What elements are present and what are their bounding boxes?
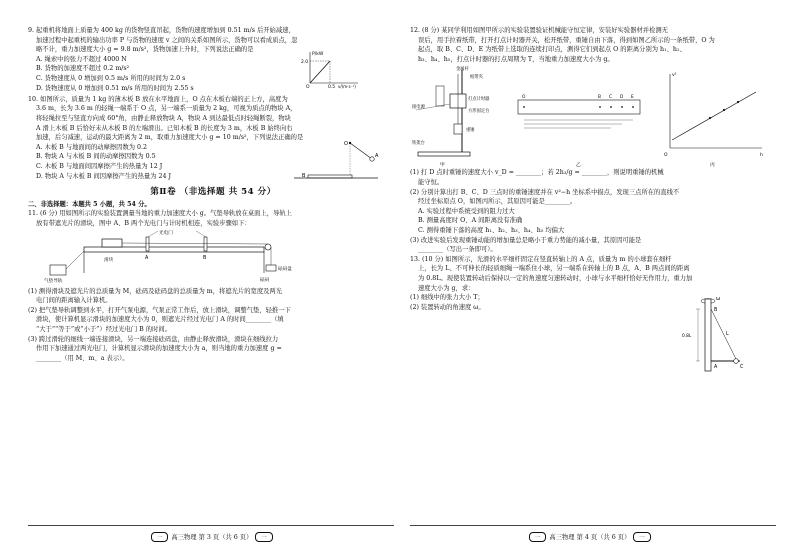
page-footer-right xyxy=(526,532,654,542)
q10-fig-a: A xyxy=(375,152,379,159)
q12-fig-label: 金属杆 xyxy=(456,67,469,73)
section-2-note: 二、非选择题：本题共 5 小题，共 54 分。 xyxy=(28,200,151,208)
question-9 xyxy=(28,26,398,95)
footer-tag: 一 xyxy=(255,532,272,542)
q10-option-d: D. 物块 A 与木板 B 间因摩擦产生的热量为 24 J xyxy=(36,172,172,180)
q11-fig-pump: 气垫导轨 xyxy=(44,278,63,284)
q12-fig-caption-a: 甲 xyxy=(440,163,445,169)
q9-option-b: B. 货物的加速度不超过 0.2 m/s² xyxy=(36,65,130,73)
q12-stem-line: 误后，用手拉着纸带，打开打点计时器开关，松开纸带，重锤自由下落，得到如图乙所示的一条纸带，O 为 xyxy=(418,36,715,44)
right-column xyxy=(410,26,780,379)
left-column xyxy=(28,26,398,363)
q13-stem-line: 速度大小为 g，求： xyxy=(418,284,475,292)
q12-plot-origin: O xyxy=(664,153,668,159)
q10-stem-line: 3.6 m，长为 3.6 m 的轻绳一端系于 O 点，另一端系一质量为 2 kg，可视为质点的物块 A， xyxy=(36,105,297,113)
q12-fig-label: 方形固定台 xyxy=(468,109,490,115)
q12-fig-label: 纸带夹 xyxy=(470,75,483,81)
q13-fig-c: C xyxy=(740,365,744,371)
q11-stem-line: 放有带遮光片的滑块，图中 A、B 两个光电门与计时机相连，实验步骤如下： xyxy=(36,219,251,227)
question-13 xyxy=(410,255,780,379)
q12-plot-axis-y: v² xyxy=(672,73,677,79)
q12-option-b: B. 测量高度时 O、A 间距离没有准确 xyxy=(418,217,523,225)
q11-fig-slider: 滑块 xyxy=(104,257,114,263)
q9-fig-xlabel: v/(m·s⁻¹) xyxy=(338,83,356,89)
q11-fig-hook: 砝码 xyxy=(260,277,270,283)
q13-part-1: (1) 细线中的张力大小 T； xyxy=(410,294,484,302)
q12-fig-label: 重锤 xyxy=(466,128,475,134)
page-footer-left xyxy=(148,532,276,542)
q12-fig-caption-b: 乙 xyxy=(576,163,581,169)
q9-option-c: C. 货物速度从 0 增加到 0.5 m/s 所用的时间为 2.0 s xyxy=(36,74,186,82)
footer-text: 高三物理 第 4 页（共 6 页） xyxy=(549,534,631,541)
q12-part-line: ________（写出一条即可）。 xyxy=(418,246,497,254)
footer-tag: 一 xyxy=(151,532,168,542)
q10-stem-line: 加速，后匀减速，运动的最大距离为 2 m，取重力加速度大小 g = 10 m/s²，下列说法正确的是 xyxy=(36,134,304,142)
q10-pendulum-board-figure xyxy=(290,137,380,183)
q12-fig-label: 铁架台 xyxy=(412,141,425,147)
q12-stem-line: h₃、h₄、h₅，打点计时器的打点周期为 T，当地重力加速度大小为 g。 xyxy=(418,55,614,63)
q9-option-a: A. 绳索中的张力不超过 4000 N xyxy=(36,55,127,63)
q11-part-line: 电门间的距离输入计算机。 xyxy=(36,297,112,305)
footer-tag: 一 xyxy=(633,532,650,542)
q11-fig-b: B xyxy=(203,255,207,261)
q12-tape-point: B xyxy=(598,95,601,101)
q13-stem-line: 上，长为 L、不可伸长的轻质细绳一端系住小球，另一端系在转轴上的 B 点，A、B 两点间的距离 xyxy=(418,265,690,273)
q10-stem-line: A 滑上木板 B 后恰好未从木板 B 的左端滑出。已知木板 B 的长度为 3 m，木板 B 始终向右 xyxy=(36,124,293,132)
q13-rotating-rod-figure xyxy=(678,295,748,375)
q13-stem-line: 13. (10 分) 如图所示，光滑的水平细杆固定在竖直转轴上的 A 点，质量为 m 的小球套在细杆 xyxy=(410,255,672,263)
q10-option-b: B. 物块 A 与木板 B 间的动摩擦因数为 0.5 xyxy=(36,153,156,161)
q12-stem-line: 起点，取 B、C、D、E 为纸带上选取的连续打印点，测得它们到起点 O 的距离分别为 h₁、h₂、 xyxy=(418,46,686,54)
question-10 xyxy=(28,95,398,183)
q11-part-line: 滑块，使计算机显示滑块的加速度大小为 0，则遮光片经过光电门 A 的时间________（填 xyxy=(36,316,284,324)
q9-stem-line: 加速过程中起重机的输出功率 P 与货物的速度 v 之间的关系如图所示，货物可以看成质点，忽 xyxy=(36,36,298,44)
section-2-title: 第Ⅱ卷 （非选择题 共 54 分） xyxy=(150,186,276,197)
q13-fig-b: B xyxy=(714,308,718,314)
q11-part-line: (2) 把气垫导轨调整到水平，打开气泵电源，气泵正常工作后，放上滑块，调整气垫，轻推一下 xyxy=(28,306,291,314)
q12-fig-label: 打点计时器 xyxy=(468,97,490,103)
q12-tape-point: O xyxy=(522,95,526,101)
q10-stem-line: 将轻绳拉至与竖直方向成 60°角，由静止释放物块 A，物块 A 到达最低点时轻绳断裂，物块 xyxy=(36,114,291,122)
q9-power-velocity-figure xyxy=(300,49,364,89)
q12-figures xyxy=(410,64,780,168)
q12-tape-point: D xyxy=(620,95,624,101)
q12-fig-caption-c: 丙 xyxy=(710,163,715,169)
footer-text: 高三物理 第 3 页（共 6 页） xyxy=(171,534,253,541)
q9-fig-xtick: 0.5 xyxy=(328,84,336,89)
q9-fig-ytick: 2.0 xyxy=(301,59,309,65)
q9-fig-origin: O xyxy=(306,84,310,89)
q12-option-a: A. 实验过程中系统受到的阻力过大 xyxy=(418,207,515,215)
q11-fig-a: A xyxy=(145,255,149,261)
q13-stem-line: 为 0.8L。现使装置转动后保持以一定的角速度匀速转动时，小球与水平细杆恰好无作用力，重力加 xyxy=(418,274,693,282)
q11-air-track-figure xyxy=(28,229,398,287)
q9-stem-line: 略不计，重力加速度大小 g = 9.8 m/s²，货物加速上升时，下列说法正确的是 xyxy=(36,46,254,54)
q12-part-line: 经过坐标原点 O，如图丙所示，其原因可能是________。 xyxy=(418,198,577,206)
q9-fig-ylabel: P/kW xyxy=(312,51,324,57)
q11-fig-weight: 砝码盘 xyxy=(278,266,292,272)
q13-fig-a: A xyxy=(714,365,718,371)
q12-fig-label: 接电源 xyxy=(412,105,425,111)
q13-fig-omega: ω xyxy=(716,296,721,303)
q10-option-c: C. 木板 B 与地面间因摩擦产生的热量为 12 J xyxy=(36,162,163,170)
q12-tape-point: C xyxy=(609,95,613,101)
q12-part-line: (3) 改进实验后发现重锤动能的增加量总是略小于重力势能的减小量，其原因可能是 xyxy=(410,236,642,244)
q11-stem-line: 11. (6 分) 用如图所示的实验装置测量当地的重力加速度大小 g。气垫导轨放在桌面上，导轨上 xyxy=(28,210,292,218)
footer-tag: 一 xyxy=(529,532,546,542)
q10-fig-b: B xyxy=(302,172,306,179)
q12-part-line: 能守恒。 xyxy=(418,178,444,186)
footer-rule-right xyxy=(410,525,776,526)
question-12 xyxy=(410,26,780,255)
q12-option-c: C. 测得重锤下落的高度 h₁、h₂、h₃、h₄、h₅ 均偏大 xyxy=(418,226,565,234)
q13-part-2: (2) 装置转动的角速度 ω。 xyxy=(410,303,485,311)
q11-part-line: “大于”“等于”或“小于”）经过光电门 B 的时间。 xyxy=(36,325,171,333)
q11-part-line: (1) 测得滑块及遮光片的总质量为 M，砝码及砝码盘的总质量为 m，将遮光片的宽度及两光 xyxy=(28,287,283,295)
q12-part-line: (1) 打 D 点时重锤的速度大小 v_D = ________；若 2h₃/g = ________，则说明重锤的机械 xyxy=(410,169,664,177)
q11-fig-gate: 光电门 xyxy=(159,230,173,236)
q11-part-line: (3) 跨过滑轮的细线一端连接滑块，另一端连接砝码盘，由静止释放滑块，滑块在细线拉力 xyxy=(28,335,279,343)
q10-fig-o: O xyxy=(344,140,348,147)
q9-option-d: D. 货物速度从 0 增加到 0.51 m/s 所用的时间为 2.55 s xyxy=(36,84,194,92)
q12-tape-point: E xyxy=(631,95,634,101)
q10-stem-line: 10. 如图所示，质量为 1 kg 的薄木板 B 放在水平地面上，O 点在木板右端的正上方，高度为 xyxy=(28,95,288,103)
q13-fig-dist: 0.8L xyxy=(682,334,692,340)
q9-stem-line: 9. 起重机将地面上质量为 400 kg 的货物竖直吊起，货物的速度增加到 0.51 m/s 后开始减速， xyxy=(28,27,295,34)
q10-option-a: A. 木板 B 与地面间的动摩擦因数为 0.2 xyxy=(36,143,148,151)
q12-stem-line: 12. (8 分) 某同学利用如图甲所示的实验装置验证机械能守恒定律，安装好实验器材并检测无 xyxy=(410,27,668,34)
q12-plot-axis-x: h xyxy=(760,153,763,159)
q13-fig-len: L xyxy=(726,332,729,338)
q12-part-line: (2) 分别计算出打 B、C、D 三点时的重锤速度并在 v²−h 坐标系中描点，发现三点所在的直线不 xyxy=(410,188,680,196)
footer-rule-left xyxy=(28,525,394,526)
question-11 xyxy=(28,209,398,363)
q11-part-line: 作用下加速通过两光电门，计算机显示滑块的加速度大小为 a，则当地的重力加速度 g = xyxy=(36,345,282,353)
q11-part-line: ________（用 M、m、a 表示）。 xyxy=(36,354,129,362)
